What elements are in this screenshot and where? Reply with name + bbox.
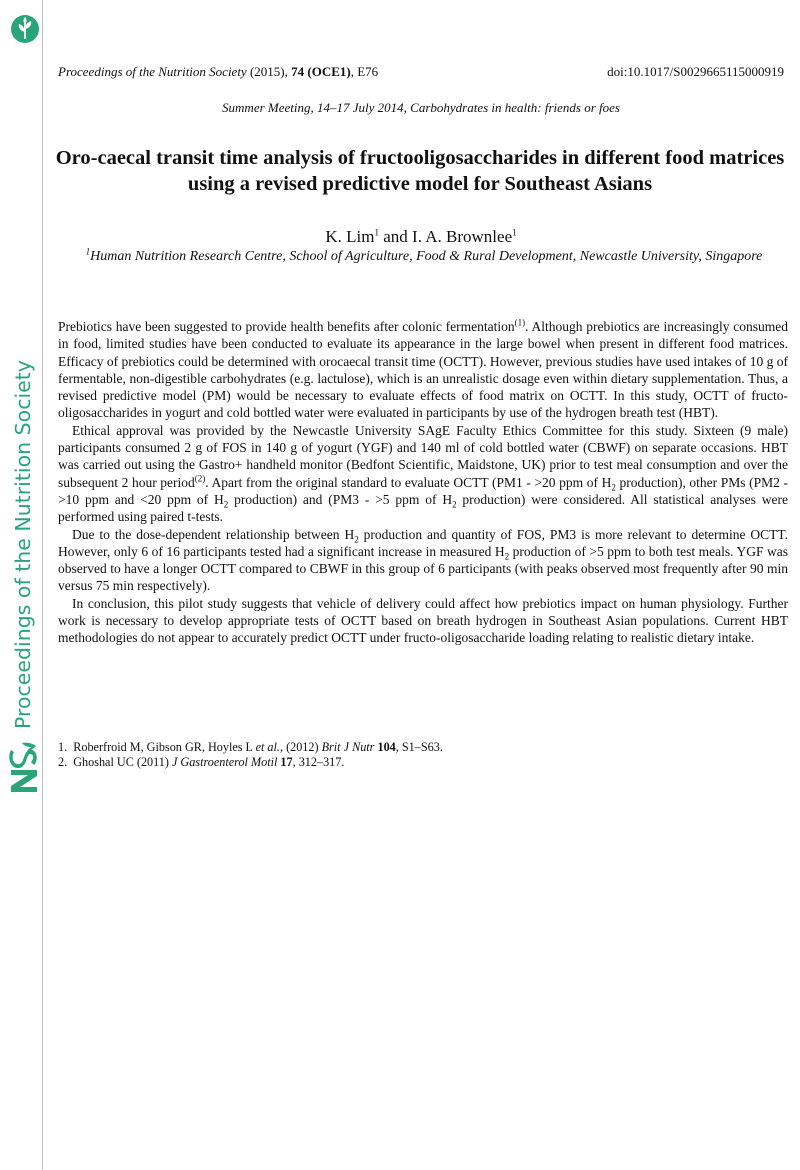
reference-volume: 104 [377, 740, 396, 754]
text-run: . Although prebiotics are increasingly consumed in food, limited studies have been conducted to evaluate its appearance in the large bowel when present in different food matrices. Efficacy of prebiotics could be determined with orocaecal transit time (OCTT). However, previous studies have used intakes of 10 g of fermentable, non-digestible carbohydrates (e.g. lactulose), which is an unrealistic dosage even within dietary supplementation. Thus, a revised predictive model (PM) would be necessary to evaluate effects of food matrix on OCTT. In this study, OCTT of fructo-oligosaccharides in yogurt and cold bottled water were evaluated in participants by use of the hydrogen breath test (HBT). [58, 319, 788, 421]
affiliation-text: Human Nutrition Research Centre, School of Agriculture, Food & Rural Development, Newcastle University, Singapore [90, 249, 763, 264]
reference-authors: Ghoshal UC (2011) [73, 755, 172, 769]
subscript: 2 [223, 499, 229, 510]
doi-link[interactable]: doi:10.1017/S0029665115000919 [607, 64, 784, 79]
text-run: . Apart from the original standard to evaluate OCTT (PM1 - >20 ppm of H [205, 474, 612, 490]
reference-pages: , S1–S63. [395, 740, 443, 754]
text-run: production) and (PM3 - >5 ppm of H [228, 491, 453, 507]
paragraph-intro [58, 318, 788, 422]
reference-item [58, 740, 788, 755]
reference-number: 1. [58, 740, 68, 754]
journal-volume: 74 (OCE1) [291, 64, 351, 79]
author-name: K. Lim [325, 227, 375, 246]
paper-title: Oro-caecal transit time analysis of fructooligosaccharides in different food matrices using a revised predictive model for Southeast Asians [55, 147, 785, 195]
reference-year: , (2012) [279, 740, 322, 754]
ns-monogram-icon [6, 739, 40, 795]
text-run: production) were considered. All statistical analyses were performed using paired t-tests. [58, 491, 788, 525]
journal-name: Proceedings of the Nutrition Society [58, 64, 247, 79]
author-conjunction: and [378, 227, 413, 246]
abstract-body [58, 318, 788, 647]
leaf-logo-icon [10, 12, 40, 46]
text-run: production of >5 ppm to both test meals. YGF was observed to have a longer OCTT compared to CBWF in this group of 6 participants (with peaks observed most frequently after 90 min versus 75 min respectively). [58, 543, 788, 594]
reference-authors: Roberfroid M, Gibson GR, Hoyles L [73, 740, 256, 754]
reference-pages: , 312–317. [292, 755, 345, 769]
paragraph-methods [58, 422, 788, 526]
reference-volume: 17 [280, 755, 293, 769]
author-affil-sup: 1 [512, 227, 517, 238]
paragraph-conclusion: In conclusion, this pilot study suggests that vehicle of delivery could affect how prebiotics impact on human physiology. Further work is necessary to develop appropriate tests of OCTT based on breath hydrogen in Southeast Asian populations. Current HBT methodologies do not appear to accurately predict OCTT under fructo-oligosaccharide loading relating to realistic dietary intake. [58, 595, 788, 646]
paragraph-results [58, 526, 788, 595]
text-run: Due to the dose-dependent relationship between H [72, 526, 355, 542]
text-run: Ethical approval was provided by the Newcastle University SAgE Faculty Ethics Committee for this study. Sixteen (9 male) participants consumed 2 g of FOS in 140 g of yogurt (YGF) and 140 ml of cold bottled water (CBWF) on separate occasions. HBT was carried out using the Gastro+ handheld monitor (Bedfont Scientific, Maidstone, UK) prior to test meal consumption and over the subsequent 2 hour period [58, 422, 788, 490]
text-run: production), other PMs (PM2 - >10 ppm and <20 ppm of H [58, 474, 788, 507]
vertical-journal-title: Proceedings of the Nutrition Society [11, 360, 35, 729]
journal-year: (2015), [249, 64, 288, 79]
vertical-journal-brand [6, 360, 40, 795]
subscript: 2 [452, 499, 457, 510]
author-line [58, 227, 784, 247]
subscript: 2 [504, 551, 510, 562]
meeting-line: Summer Meeting, 14–17 July 2014, Carbohydrates in health: friends or foes [222, 100, 620, 115]
sidebar-rule [42, 0, 43, 1170]
reference-journal: J Gastroenterol Motil [171, 755, 278, 769]
text-run: Prebiotics have been suggested to provide health benefits after colonic fermentation [58, 319, 515, 334]
text-run: production and quantity of FOS, PM3 is more relevant to determine OCTT. However, only 6 of 16 participants tested had a significant increase in measured H [58, 526, 788, 559]
subscript: 2 [354, 534, 359, 545]
citation-line [58, 64, 378, 80]
reference-etal: et al. [255, 740, 280, 754]
reference-journal: Brit J Nutr [321, 740, 375, 754]
subscript: 2 [611, 482, 616, 493]
affiliation-sup: 1 [85, 246, 91, 257]
journal-page: , E76 [350, 64, 379, 79]
reference-item [58, 755, 788, 770]
author-name: I. A. Brownlee [412, 227, 513, 246]
author-affil-sup: 1 [374, 227, 379, 238]
reference-number: 2. [58, 755, 68, 769]
affiliation [74, 247, 774, 266]
citation-ref[interactable]: (2) [194, 473, 206, 484]
reference-list [58, 740, 788, 770]
citation-ref[interactable]: (1) [514, 317, 526, 328]
